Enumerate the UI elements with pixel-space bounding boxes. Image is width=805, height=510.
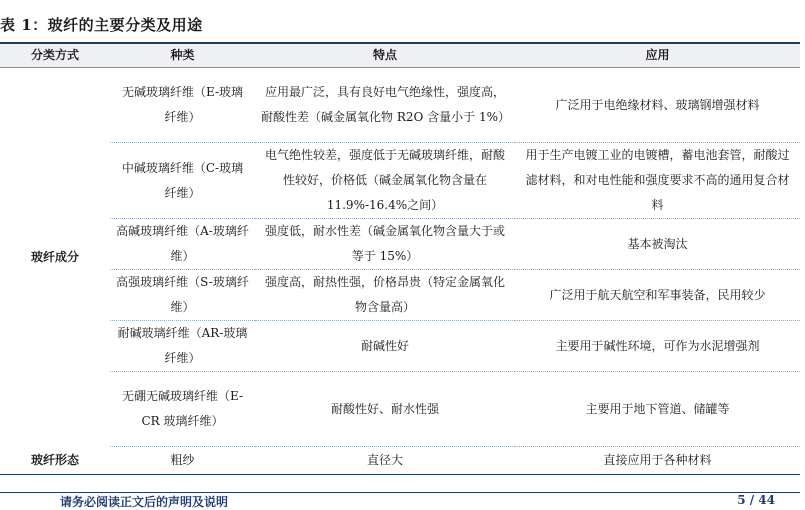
usage-cell: 广泛用于电绝缘材料、玻璃钢增强材料 [515,68,800,143]
footer-disclaimer: 请务必阅读正文后的声明及说明 [60,495,229,509]
table-header-row [0,44,800,68]
feature-cell: 强度高，耐热性强，价格昂贵（特定金属氧化物含量高） [255,270,515,321]
type-cell: 中碱玻璃纤维（C-玻璃纤维） [110,143,255,219]
usage-cell: 主要用于地下管道、储罐等 [515,372,800,447]
feature-cell: 耐酸性好、耐水性强 [255,372,515,447]
usage-cell: 用于生产电镀工业的电镀槽，蓄电池套管，耐酸过滤材料，和对电性能和强度要求不高的通用复合材料 [515,143,800,219]
header-feature: 特点 [255,44,515,68]
table-title: 表 1：玻纤的主要分类及用途 [0,16,203,34]
feature-cell: 应用最广泛，具有良好电气绝缘性，强度高，耐酸性差（碱金属氧化物 R2O 含量小于 1%） [255,68,515,143]
category-cell-form: 玻纤形态 [0,447,110,475]
usage-cell: 直接应用于各种材料 [515,447,800,475]
type-cell: 无硼无碱玻璃纤维（E-CR 玻璃纤维） [110,372,255,447]
feature-cell: 直径大 [255,447,515,475]
page-number: 5 / 44 [737,493,775,507]
table-row [0,372,800,447]
type-cell: 耐碱玻璃纤维（AR-玻璃纤维） [110,321,255,372]
table-row [0,219,800,270]
classification-table [0,44,800,475]
table-row [0,447,800,475]
table-row [0,68,800,143]
header-classification: 分类方式 [0,44,110,68]
table-row [0,321,800,372]
table-row [0,270,800,321]
category-cell-composition: 玻纤成分 [30,249,79,264]
type-cell: 无碱玻璃纤维（E-玻璃纤维） [110,68,255,143]
usage-cell: 广泛用于航天航空和军事装备，民用较少 [515,270,800,321]
type-cell: 粗纱 [110,447,255,475]
type-cell: 高强玻璃纤维（S-玻璃纤维） [110,270,255,321]
feature-cell: 强度低，耐水性差（碱金属氧化物含量大于或等于 15%） [255,219,515,270]
header-type: 种类 [110,44,255,68]
header-usage: 应用 [515,44,800,68]
usage-cell: 主要用于碱性环境，可作为水泥增强剂 [515,321,800,372]
type-cell: 高碱玻璃纤维（A-玻璃纤维） [110,219,255,270]
usage-cell: 基本被淘汰 [515,219,800,270]
feature-cell: 耐碱性好 [255,321,515,372]
table-row [0,143,800,219]
feature-cell: 电气绝性较差，强度低于无碱玻璃纤维，耐酸性较好，价格低（碱金属氧化物含量在 11.9%-16.4%之间） [255,143,515,219]
